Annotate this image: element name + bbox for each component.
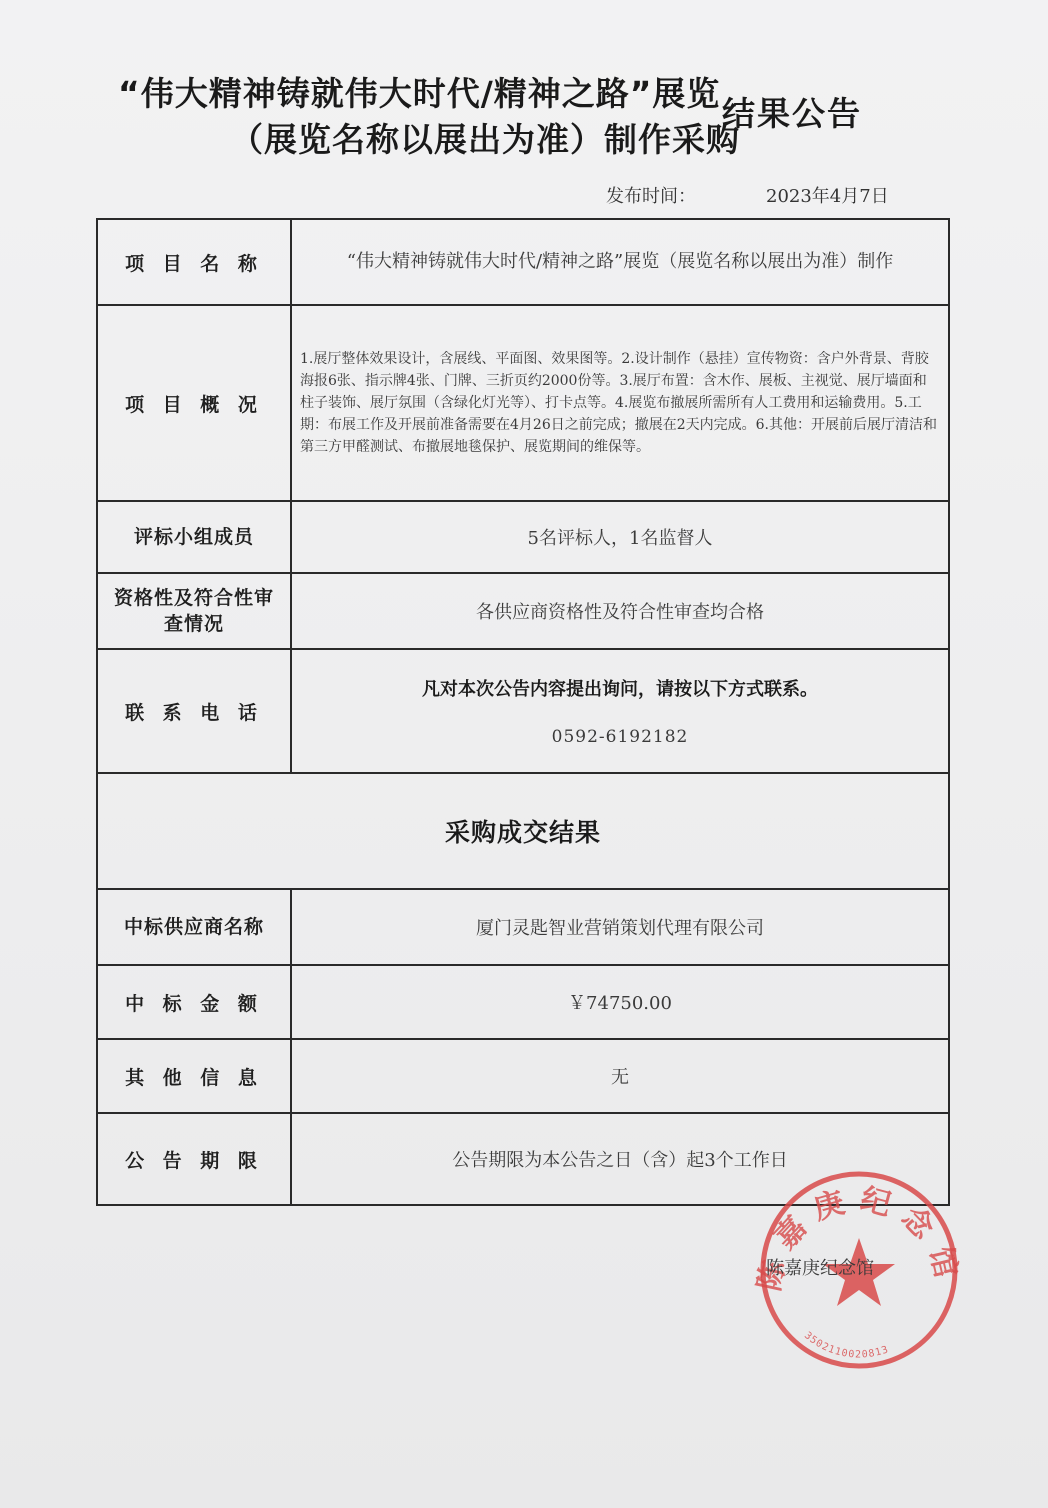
other-info-value: 无 — [291, 1039, 949, 1113]
period-label: 公 告 期 限 — [97, 1113, 291, 1205]
amount-value: ￥74750.00 — [291, 965, 949, 1039]
project-overview-value: 1.展厅整体效果设计，含展线、平面图、效果图等。2.设计制作（悬挂）宣传物资：含户外背景、背胶海报6张、指示牌4张、门牌、三折页约2000份等。3.展厅布置：含木作、展板、主视觉、展厅墙面和柱子装饰、展厅氛围（含绿化灯光等）、打卡点等。4.展览布撤展所需所有人工费用和运输费用。5.工期：布展工作及开展前准备需要在4月26日之前完成；撤展在2天内完成。6.其他：开展前后展厅清洁和第三方甲醛测试、布撤展地毯保护、展览期间的维保等。 — [291, 305, 949, 501]
table-row — [97, 305, 949, 501]
title-line-1: “伟大精神铸就伟大时代/精神之路”展览 — [118, 74, 721, 113]
title-line-2: （展览名称以展出为准）制作采购 — [230, 120, 740, 159]
period-value: 公告期限为本公告之日（含）起3个工作日 — [291, 1113, 949, 1205]
project-overview-label: 项 目 概 况 — [97, 305, 291, 501]
panel-value: 5名评标人，1名监督人 — [291, 501, 949, 573]
publish-date-value: 2023年4月7日 — [766, 186, 889, 207]
publish-date — [606, 182, 889, 208]
project-name-label: 项 目 名 称 — [97, 219, 291, 305]
table-row — [97, 1039, 949, 1113]
table-row — [97, 219, 949, 305]
supplier-label: 中标供应商名称 — [97, 889, 291, 965]
panel-label: 评标小组成员 — [97, 501, 291, 573]
amount-label: 中 标 金 额 — [97, 965, 291, 1039]
contact-note: 凡对本次公告内容提出询问，请按以下方式联系。 — [422, 679, 818, 700]
table-row — [97, 965, 949, 1039]
title-suffix: 结果公告 — [722, 94, 862, 133]
contact-value — [291, 649, 949, 773]
seal-organization: 陈嘉庚纪念馆 — [766, 1258, 874, 1279]
qualification-value: 各供应商资格性及符合性审查均合格 — [291, 573, 949, 649]
announcement-table — [96, 218, 950, 1206]
table-row — [97, 573, 949, 649]
table-row — [97, 501, 949, 573]
contact-phone: 0592-6192182 — [551, 727, 689, 747]
contact-label: 联 系 电 话 — [97, 649, 291, 773]
table-row — [97, 889, 949, 965]
result-heading: 采购成交结果 — [97, 773, 949, 889]
seal-number: 3502110020813 — [801, 1330, 891, 1361]
publish-date-label: 发布时间： — [606, 186, 696, 207]
qualification-label: 资格性及符合性审查情况 — [97, 573, 291, 649]
other-info-label: 其 他 信 息 — [97, 1039, 291, 1113]
table-row — [97, 773, 949, 889]
table-row — [97, 649, 949, 773]
seal-ring-text: 陈嘉庚纪念馆 — [751, 1181, 967, 1295]
project-name-value: “伟大精神铸就伟大时代/精神之路”展览（展览名称以展出为准）制作 — [291, 219, 949, 305]
supplier-value: 厦门灵匙智业营销策划代理有限公司 — [291, 889, 949, 965]
